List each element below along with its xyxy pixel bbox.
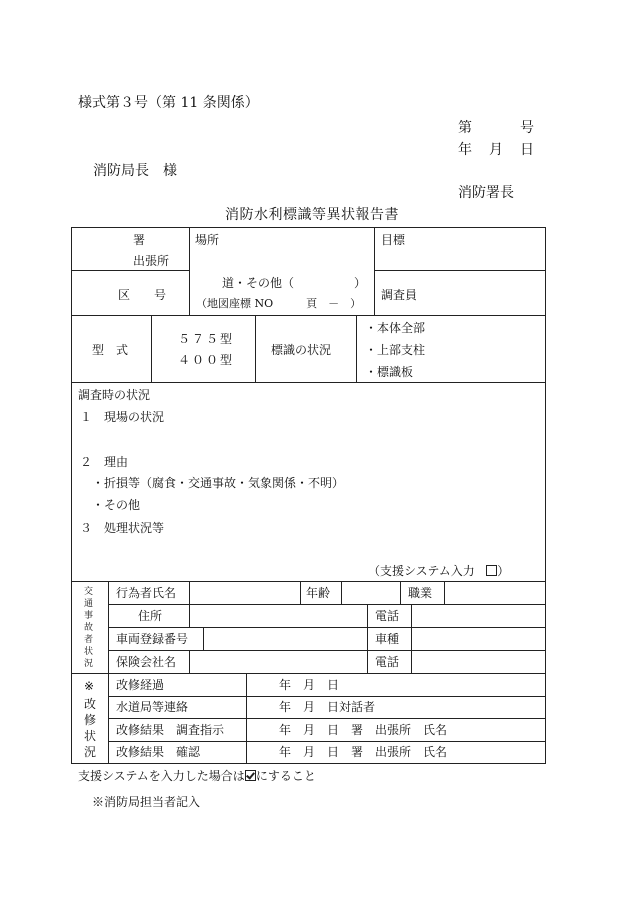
repair-mark: ※	[84, 679, 95, 693]
map-coordinate-label: （地図座標 NO 頁 － ）	[196, 297, 362, 310]
model-400: ４００型	[178, 353, 235, 367]
branch-office-label: 出張所	[133, 254, 170, 268]
repair-progress-label: 改修経過	[116, 678, 165, 692]
age-label: 年齢	[306, 586, 331, 600]
part-upper-pillar: ・上部支柱	[365, 343, 426, 357]
form-number: 様式第３号（第 11 条関係）	[78, 95, 259, 111]
repair-survey-instruction-value: 年 月 日 署 出張所 氏名	[279, 723, 448, 737]
water-bureau-contact-label: 水道局等連絡	[116, 700, 189, 714]
perpetrator-name-label: 行為者氏名	[116, 586, 177, 600]
part-body: ・本体全部	[365, 321, 426, 335]
part-sign-board: ・標識板	[365, 365, 414, 379]
repair-side-label: 改 修 状 況	[84, 697, 97, 759]
date-year-label: 年	[458, 142, 472, 158]
support-system-input: （支援システム入力 ）	[368, 564, 510, 578]
checked-box-icon	[245, 770, 256, 781]
occupation-label: 職業	[408, 586, 433, 600]
support-system-checkbox[interactable]	[486, 565, 497, 576]
insurance-company-label: 保険会社名	[116, 655, 177, 669]
repair-survey-instruction-label: 改修結果 調査指示	[116, 723, 225, 737]
doc-number-suffix: 号	[520, 120, 534, 136]
support-system-label: （支援システム入力	[368, 564, 475, 578]
station-label: 署	[133, 233, 146, 247]
survey-item-handling: ３ 処理状況等	[80, 521, 165, 535]
district-label: 区 号	[118, 288, 167, 302]
reason-damage: ・折損等（腐食・交通事故・気象関係・不明）	[92, 476, 345, 490]
addressee: 消防局長 様	[93, 163, 177, 179]
document-title: 消防水利標識等異状報告書	[225, 207, 399, 223]
survey-item-reason: ２ 理由	[80, 455, 129, 469]
road-other-label: 道・その他（ ）	[222, 276, 367, 290]
survey-item-site: １ 現場の状況	[80, 410, 165, 424]
model-label: 型 式	[92, 343, 129, 357]
date-day-label: 日	[520, 142, 534, 158]
target-label: 目標	[381, 233, 406, 247]
date-month-label: 月	[489, 142, 503, 158]
survey-heading: 調査時の状況	[78, 388, 151, 402]
investigator-label: 調査員	[381, 288, 418, 302]
address-label: 住所	[138, 609, 163, 623]
insurance-phone-label: 電話	[375, 655, 400, 669]
sender: 消防署長	[458, 185, 514, 201]
place-label: 場所	[195, 233, 220, 247]
water-bureau-contact-value: 年 月 日対話者	[279, 700, 376, 714]
footer-note-staff: ※消防局担当者記入	[92, 795, 201, 809]
phone-label: 電話	[375, 609, 400, 623]
repair-progress-date: 年 月 日	[279, 678, 340, 692]
doc-number-prefix: 第	[458, 120, 472, 136]
model-575: ５７５型	[178, 332, 235, 346]
reason-other: ・その他	[92, 498, 141, 512]
vehicle-registration-label: 車両登録番号	[116, 632, 189, 646]
vehicle-type-label: 車種	[375, 632, 400, 646]
repair-confirmation-value: 年 月 日 署 出張所 氏名	[279, 745, 448, 759]
footer-note-support: 支援システムを入力した場合は にすること	[78, 769, 316, 783]
sign-status-label: 標識の状況	[271, 343, 332, 357]
repair-confirmation-label: 改修結果 確認	[116, 745, 201, 759]
accident-side-label: 交 通 事 故 者 状 況	[84, 587, 94, 669]
